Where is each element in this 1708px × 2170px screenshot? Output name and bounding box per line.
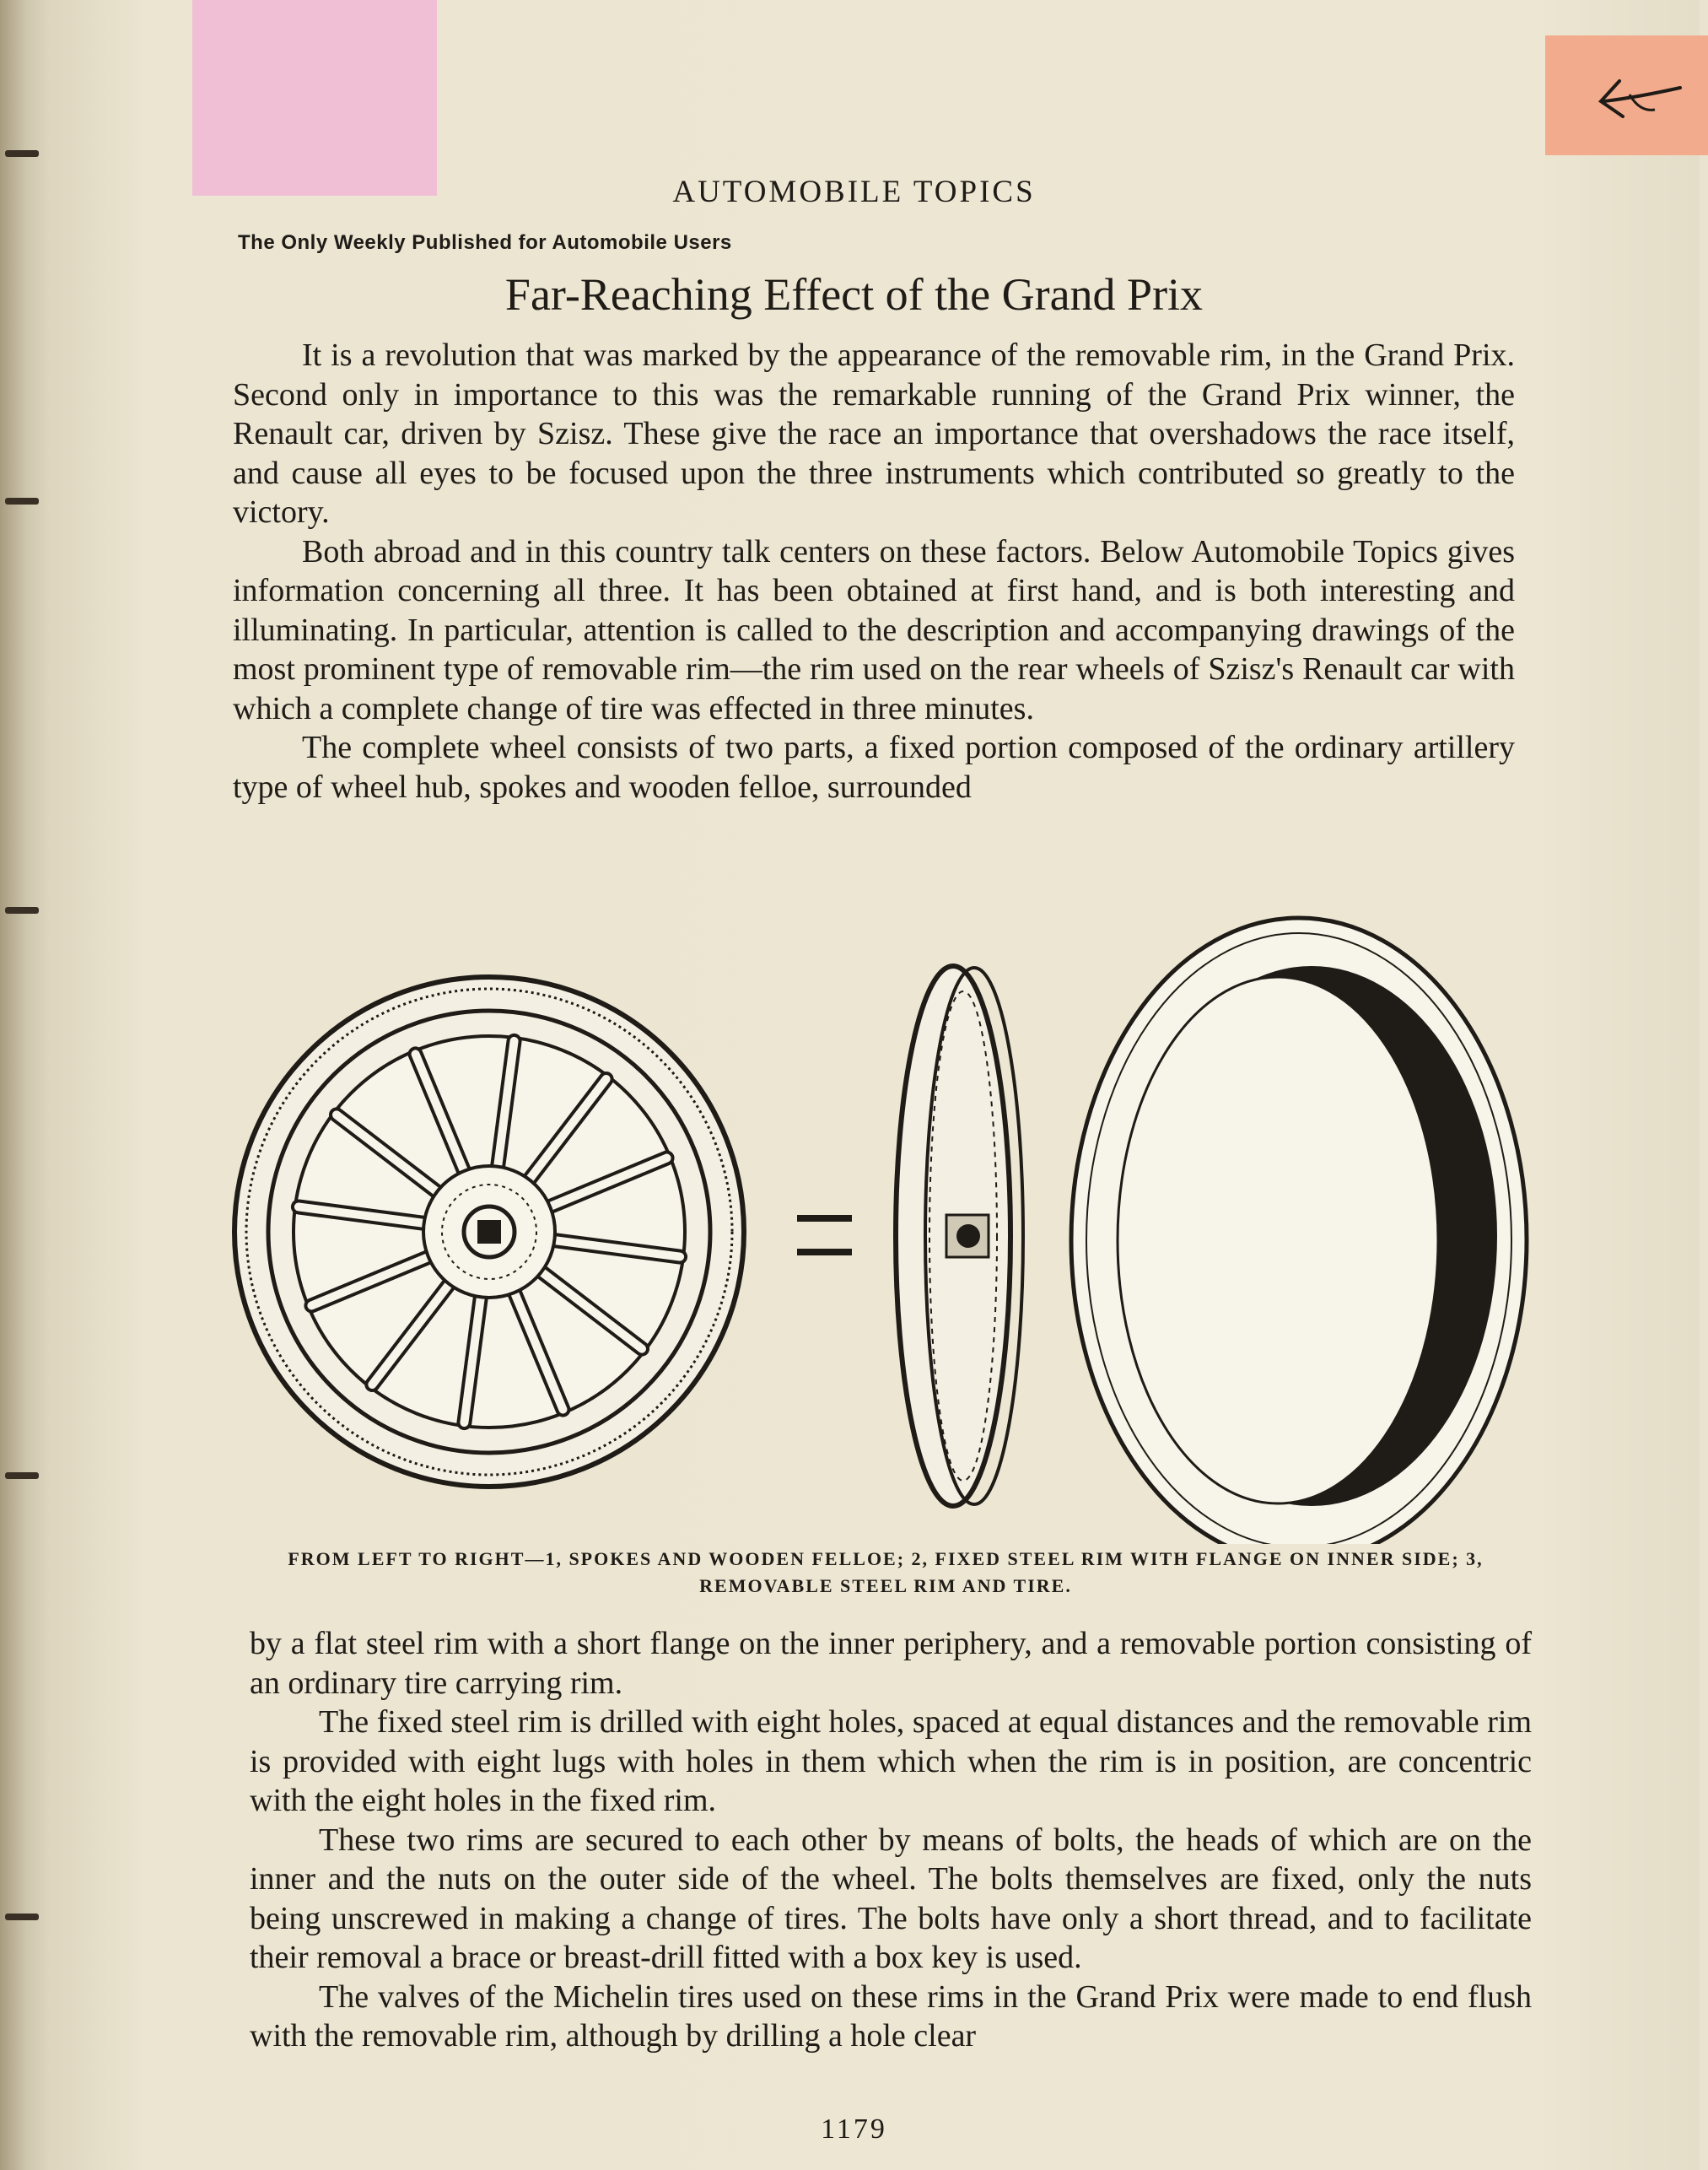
binding-hole — [5, 150, 39, 157]
tagline: The Only Weekly Published for Automobile Users — [238, 231, 732, 254]
paragraph: Both abroad and in this country talk centers on these factors. Below Automobile Topics gives information concerning all three. It has been obtained at first hand, and is both interesting and illuminating. In particular, attention is called to the description and accompanying drawings of the most prominent type of removable rim—the rim used on the rear wheels of Szisz's Renault car with which a complete change of tire was effected in three minutes. — [233, 533, 1515, 726]
paragraph: The fixed steel rim is drilled with eight holes, spaced at equal distances and the removable rim is provided with eight lugs with holes in them which when the rim is in position, are concentric with the eight holes in the fixed rim. — [250, 1704, 1532, 1818]
binding-hole — [5, 907, 39, 914]
article-body-top — [233, 336, 1515, 807]
handwritten-arrow-icon — [1586, 69, 1687, 128]
article-body-bottom — [250, 1624, 1532, 2056]
page-number: 1179 — [821, 2113, 887, 2145]
axle-connector — [797, 1215, 852, 1255]
binding-hole — [5, 1914, 39, 1920]
removable-rim-tire-illustration — [1071, 918, 1527, 1544]
paragraph: It is a revolution that was marked by the appearance of the removable rim, in the Grand Prix. Second only in importance to this was the remarkable running of the Grand Prix winner, the Renault car, driven by Szisz. These give the race an importance that overshadows the race itself, and cause all eyes to be focused upon the three instruments which contributed so greatly to the victory. — [233, 337, 1515, 530]
binding-hole — [5, 498, 39, 505]
wheel-illustration — [234, 977, 744, 1487]
fixed-rim-illustration — [896, 966, 1023, 1506]
paragraph: These two rims are secured to each other by means of bolts, the heads of which are on the inner and the nuts on the outer side of the wheel. The bolts themselves are fixed, only the nuts being unscrewed in making a change of tires. The bolts have only a short thread, and to facilitate their removal a brace or breast-drill fitted with a box key is used. — [250, 1822, 1532, 1975]
pink-sticky-note — [192, 0, 437, 196]
paragraph: The complete wheel consists of two parts, a fixed portion composed of the ordinary artillery type of wheel hub, spokes and wooden felloe, surrounded — [233, 730, 1515, 805]
article-title: Far-Reaching Effect of the Grand Prix — [504, 269, 1204, 320]
figure-caption: FROM LEFT TO RIGHT—1, SPOKES AND WOODEN FELLOE; 2, FIXED STEEL RIM WITH FLANGE ON INNER SIDE; 3, REMOVABLE STEEL RIM AND TIRE. — [288, 1548, 1484, 1596]
paragraph: by a flat steel rim with a short flange on the inner periphery, and a removable portion consisting of an ordinary tire carrying rim. — [250, 1626, 1532, 1701]
running-head: AUTOMOBILE TOPICS — [672, 175, 1036, 209]
wheel-figure — [228, 903, 1552, 1544]
binding-hole — [5, 1472, 39, 1479]
paragraph: The valves of the Michelin tires used on these rims in the Grand Prix were made to end flush with the removable rim, although by drilling a hole clear — [250, 1978, 1532, 2054]
